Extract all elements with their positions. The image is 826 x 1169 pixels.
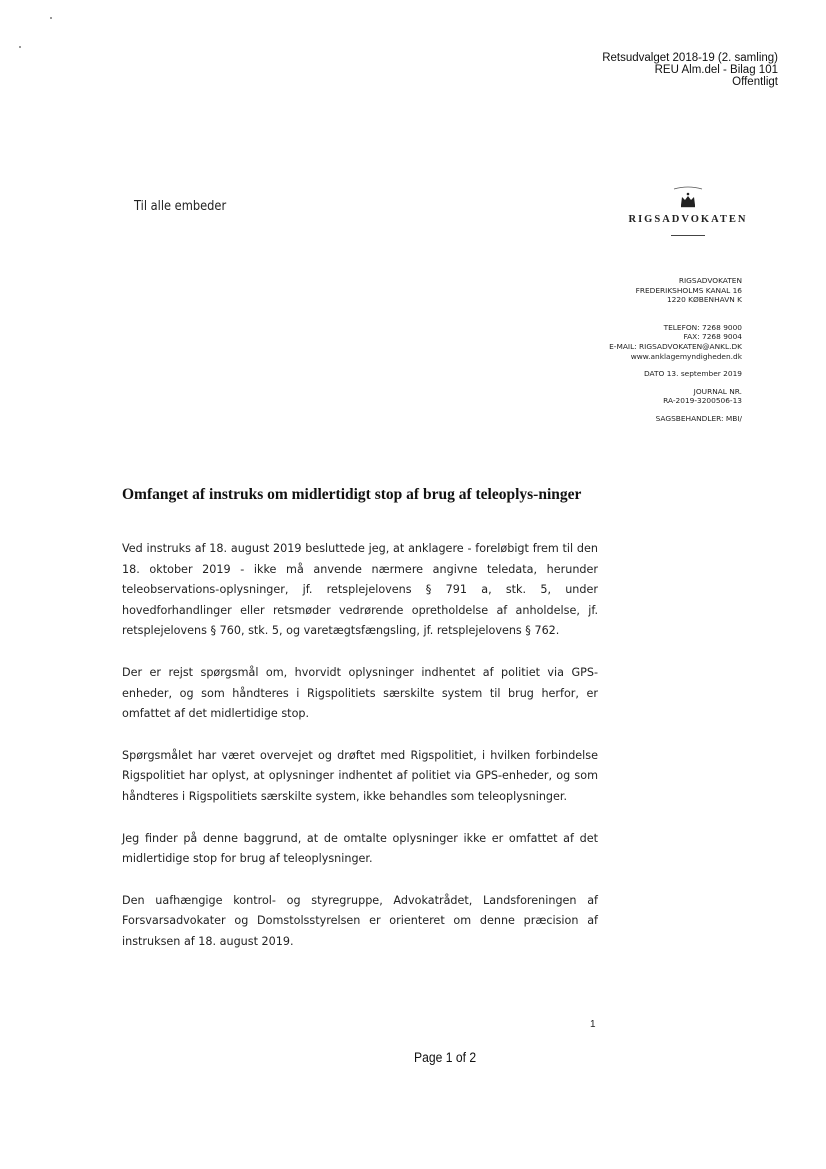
sender-website: www.anklagemyndigheden.dk xyxy=(630,351,742,361)
stamp-committee: Retsudvalget 2018-19 (2. samling) xyxy=(602,52,778,64)
sender-phone: TELEFON: 7268 9000 xyxy=(663,322,742,332)
registration-stamp xyxy=(602,52,778,88)
logo-divider xyxy=(671,235,705,236)
letter-body xyxy=(122,539,598,974)
recipient: Til alle embeder xyxy=(134,199,227,214)
body-paragraph: Den uafhængige kontrol- og styregruppe, Advokatrådet, Landsforeningen af Forsvarsadvokater og Domstolsstyrelsen er orienteret om denne præcision af instruksen af 18. august 2019. xyxy=(122,893,598,948)
organization-logo xyxy=(628,184,748,236)
sender-city: 1220 KØBENHAVN K xyxy=(666,295,742,305)
case-handler: SAGSBEHANDLER: MBI/ xyxy=(655,413,742,423)
page-footer: Page 1 of 2 xyxy=(414,1050,477,1065)
journal-number: RA-2019-3200506-13 xyxy=(663,396,742,406)
body-paragraph: Spørgsmålet har været overvejet og drøftet med Rigspolitiet, i hvilken forbindelse Rigspolitiet har oplyst, at oplysninger indhentet af politiet via GPS-enheder, og som håndteres i Rigspolitiets særskilte system, ikke behandles som teleoplysninger. xyxy=(122,748,598,803)
sender-street: FREDERIKSHOLMS KANAL 16 xyxy=(635,285,742,295)
stamp-reference: REU Alm.del - Bilag 101 xyxy=(654,64,778,76)
scan-speck xyxy=(50,17,52,19)
sender-fax: FAX: 7268 9004 xyxy=(683,332,742,342)
crown-icon xyxy=(668,184,708,210)
scan-speck xyxy=(19,46,21,48)
letter-date: DATO 13. september 2019 xyxy=(644,369,742,379)
body-paragraph: Jeg finder på denne baggrund, at de omtalte oplysninger ikke er omfattet af det midlertidige stop for brug af teleoplysninger. xyxy=(122,831,598,866)
journal-label: JOURNAL NR. xyxy=(693,386,742,396)
letter-headline: Omfanget af instruks om midlertidigt stop af brug af teleoplys-ninger xyxy=(122,486,582,503)
body-paragraph: Ved instruks af 18. august 2019 besluttede jeg, at anklagere - foreløbigt frem til den 18. oktober 2019 - ikke må anvende nærmere angivne teledata, herunder teleobservations-oplysninger, jf. retsplejelovens § 791 a, stk. 5, under hovedforhandlinger eller retsmøder vedrørende opretholdelse af anholdelse, jf. retsplejelovens § 760, stk. 5, og varetægtsfængsling, jf. retsplejelovens § 762. xyxy=(122,542,598,638)
body-paragraph: Der er rejst spørgsmål om, hvorvidt oplysninger indhentet af politiet via GPS-enheder, og som håndteres i Rigspolitiets særskilte system til brug herfor, er omfattet af det midlertidige stop. xyxy=(122,665,598,721)
stamp-status: Offentligt xyxy=(732,76,778,88)
sender-name: RIGSADVOKATEN xyxy=(678,276,742,285)
page-number: 1 xyxy=(590,1019,596,1030)
sender-email: E-MAIL: RIGSADVOKATEN@ANKL.DK xyxy=(609,341,742,351)
sender-block xyxy=(609,276,742,432)
organization-name: RIGSADVOKATEN xyxy=(628,214,748,225)
